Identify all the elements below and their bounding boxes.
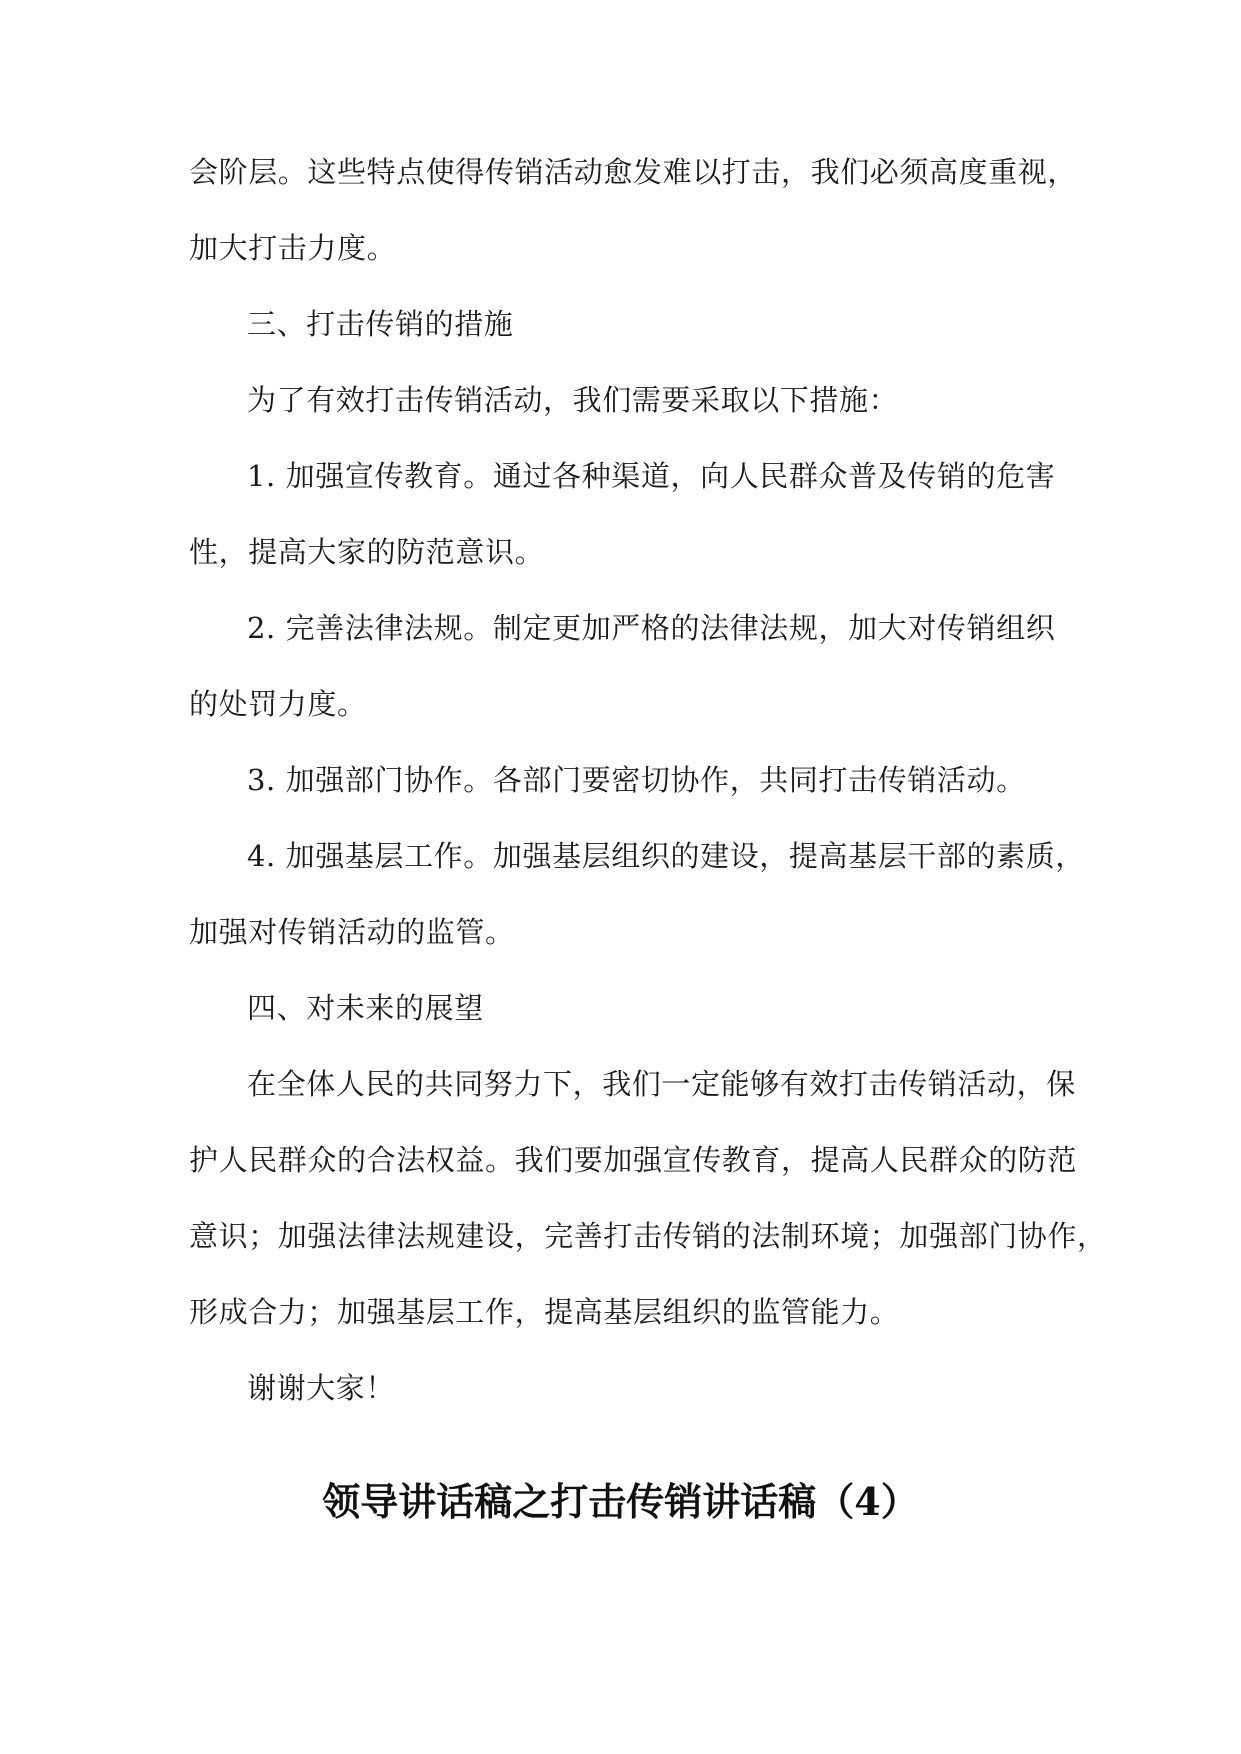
- paragraph-line: 加强对传销活动的监管。: [189, 915, 515, 949]
- paragraph-line: 护人民群众的合法权益。我们要加强宣传教育，提高人民群众的防范: [189, 1143, 1078, 1177]
- paragraph-line: 在全体人民的共同努力下，我们一定能够有效打击传销活动，保: [247, 1067, 1076, 1101]
- section-heading: 四、对未来的展望: [247, 991, 484, 1025]
- section-heading: 三、打击传销的措施: [247, 307, 514, 341]
- paragraph-line: 加大打击力度。: [189, 231, 397, 265]
- list-item: 1. 加强宣传教育。通过各种渠道，向人民群众普及传销的危害: [247, 459, 1056, 493]
- closing-line: 谢谢大家！: [247, 1371, 396, 1405]
- paragraph-line: 形成合力；加强基层工作，提高基层组织的监管能力。: [189, 1295, 900, 1329]
- list-item: 3. 加强部门协作。各部门要密切协作，共同打击传销活动。: [247, 763, 1026, 797]
- paragraph-line: 意识；加强法律法规建设，完善打击传销的法制环境；加强部门协作，: [189, 1219, 1107, 1253]
- paragraph-line: 性，提高大家的防范意识。: [189, 535, 545, 569]
- list-item: 4. 加强基层工作。加强基层组织的建设，提高基层干部的素质，: [247, 839, 1085, 873]
- paragraph-line: 会阶层。这些特点使得传销活动愈发难以打击，我们必须高度重视，: [189, 155, 1078, 189]
- document-title: 领导讲话稿之打击传销讲话稿（4）: [322, 1479, 919, 1524]
- list-item: 2. 完善法律法规。制定更加严格的法律法规，加大对传销组织: [247, 611, 1056, 645]
- paragraph-line: 的处罚力度。: [189, 687, 367, 721]
- paragraph-line: 为了有效打击传销活动，我们需要采取以下措施：: [247, 383, 899, 417]
